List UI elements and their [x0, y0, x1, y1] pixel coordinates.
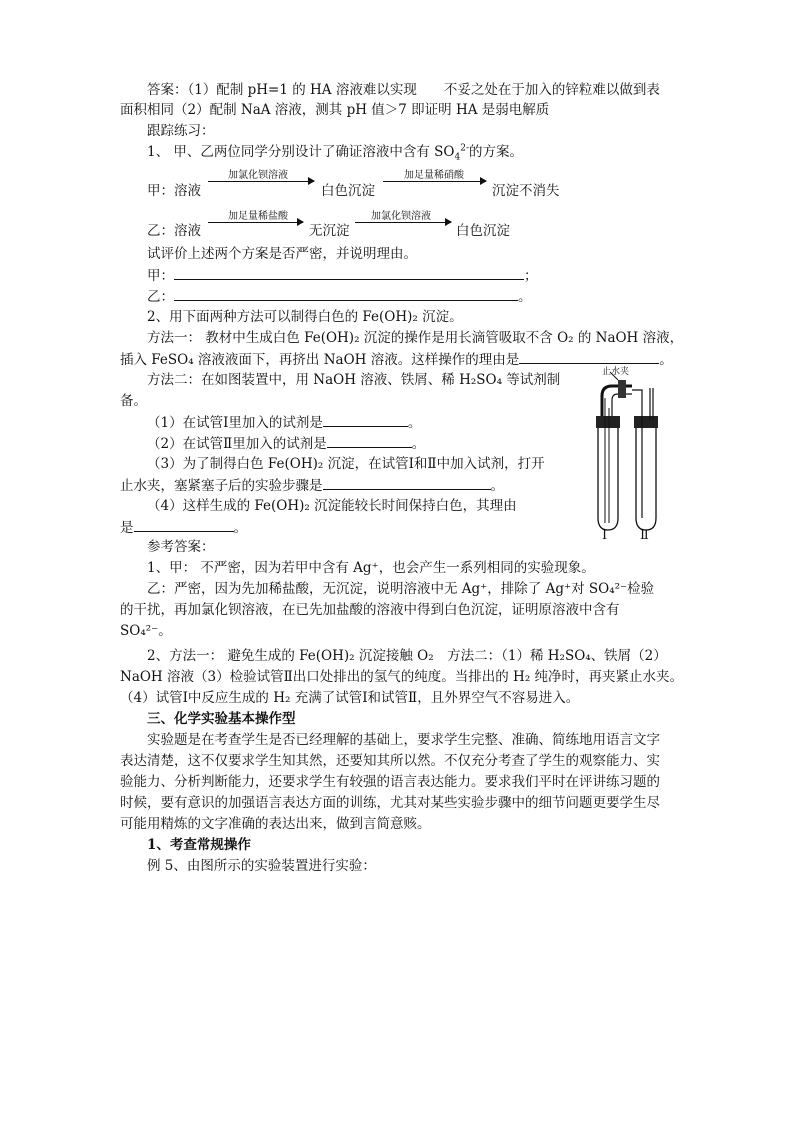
q2-sub1: （1）在试管Ⅰ里加入的试剂是 。 — [147, 412, 421, 433]
ref-answer-3-line3: （4）试管Ⅰ中反应生成的 H₂ 充满了试管Ⅰ和试管Ⅱ，且外界空气不容易进入。 — [120, 690, 580, 706]
jia-answer-blank[interactable] — [174, 265, 524, 280]
yi-reagent-1: 加足量稀盐酸 — [228, 211, 288, 222]
q2-method2-line1: 方法二：在如图装置中，用 NaOH 溶液、铁屑、稀 H₂SO₄ 等试剂制 — [147, 372, 561, 388]
jia-reagent-2: 加足量稀硝酸 — [404, 170, 464, 181]
ref-answer-3-line2: NaOH 溶液（3）检验试管Ⅱ出口处排出的氢气的纯度。当排出的 H₂ 纯净时，再夹紧止水夹。 — [120, 669, 684, 685]
clamp-label: 止水夹 — [602, 367, 630, 377]
ref-answer-1: 1、甲： 不严密，因为若甲中含有 Ag⁺，也会产生一系列相同的实验现象。 — [147, 560, 595, 576]
q2-sub3-line1: （3）为了制得白色 Fe(OH)₂ 沉淀，在试管Ⅰ和Ⅱ中加入试剂，打开 — [147, 456, 545, 472]
q2-sub3-line2: 止水夹，塞紧塞子后的实验步骤是 。 — [120, 475, 504, 496]
section3-subheading: 1、考查常规操作 — [147, 837, 251, 853]
section3-para-5: 可能用精炼的文字准确的表达出来，做到言简意赅。 — [120, 816, 431, 832]
jia-reagent-1: 加氯化钡溶液 — [228, 170, 288, 181]
answer-line-2: 面积相同（2）配制 NaA 溶液，测其 pH 值＞7 即证明 HA 是弱电解质 — [120, 102, 550, 118]
jia-end: 沉淀不消失 — [492, 183, 560, 199]
yi-answer-blank[interactable] — [174, 286, 518, 301]
yi-answer-line: 乙： 。 — [147, 286, 532, 307]
ref-title: 参考答案： — [147, 539, 215, 555]
q1-stem: 1、 甲、乙两位同学分别设计了确证溶液中含有 $SO_4^{2-}$的方案。 — [147, 143, 524, 163]
section3-title: 三、化学实验基本操作型 — [147, 711, 296, 727]
ref-answer-2-line2: 的干扰，再加氯化钡溶液，在已先加盐酸的溶液中得到白色沉淀，证明原溶液中含有 — [120, 602, 620, 618]
section3-para-2: 表达清楚，这不仅要求学生知其然，还要知其所以然。不仅充分考查了学生的观察能力、实 — [120, 753, 660, 769]
evaluate-prompt: 试评价上述两个方案是否严密，并说明理由。 — [147, 246, 417, 262]
method1-reason-blank[interactable] — [519, 349, 659, 364]
q2-stem: 2、用下面两种方法可以制得白色的 Fe(OH)₂ 沉淀。 — [147, 309, 463, 325]
example-5: 例 5、由图所示的实验装置进行实验： — [147, 858, 376, 874]
ref-answer-3-line1: 2、方法一： 避免生成的 Fe(OH)₂ 沉淀接触 O₂ 方法二：（1）稀 H₂SO₄、铁屑（2） — [147, 648, 667, 664]
q2-sub2: （2）在试管Ⅱ里加入的试剂是 。 — [147, 433, 425, 454]
yi-reagent-2: 加氯化钡溶液 — [371, 211, 431, 222]
answer-line-1: 答案：（1）配制 pH=1 的 HA 溶液难以实现 不妥之处在于加入的锌粒难以做到表 — [147, 82, 660, 98]
q2-method1-line2: 插入 FeSO₄ 溶液液面下，再挤出 NaOH 溶液。这样操作的理由是 。 — [120, 349, 673, 370]
jia-arrow-2 — [383, 181, 486, 182]
apparatus-drawing — [588, 368, 698, 543]
section3-para-1: 实验题是在考查学生是否已经理解的基础上，要求学生完整、准确、简练地用语言文字 — [147, 732, 660, 748]
tracking-heading: 跟踪练习： — [147, 123, 215, 139]
yi-end: 白色沉淀 — [456, 223, 510, 239]
yi-middle: 无沉淀 — [309, 223, 350, 239]
jia-answer-line: 甲： ； — [147, 265, 538, 286]
q2-sub4-line1: （4）这样生成的 Fe(OH)₂ 沉淀能较长时间保持白色，其理由 — [147, 498, 517, 514]
yi-start: 乙：溶液 — [147, 223, 201, 239]
tube1-reagent-blank[interactable] — [323, 412, 408, 427]
reason-blank[interactable] — [134, 517, 234, 532]
jia-arrow-1 — [208, 181, 314, 182]
ref-answer-2-line3: SO₄²⁻。 — [120, 623, 172, 639]
jia-start: 甲：溶液 — [147, 183, 201, 199]
yi-arrow-1 — [208, 222, 303, 223]
q2-sub4-line2: 是 。 — [120, 517, 247, 538]
steps-blank[interactable] — [323, 475, 491, 490]
jia-middle: 白色沉淀 — [321, 183, 375, 199]
section3-para-3: 验能力、分析判断能力，还要求学生有较强的语言表达能力。要求我们平时在评讲练习题的 — [120, 774, 660, 790]
q2-method1-line1: 方法一： 教材中生成白色 Fe(OH)₂ 沉淀的操作是用长滴管吸取不含 O₂ 的 NaOH 溶液， — [147, 330, 684, 346]
tube2-label: Ⅱ — [640, 528, 649, 543]
apparatus-figure — [588, 368, 698, 543]
q2-method2-line2: 备。 — [120, 393, 147, 409]
section3-para-4: 时候，要有意识的加强语言表达方面的训练，尤其对某些实验步骤中的细节问题更要学生尽 — [120, 795, 660, 811]
yi-arrow-2 — [355, 222, 451, 223]
tube1-label: Ⅰ — [602, 528, 608, 543]
tube2-reagent-blank[interactable] — [327, 433, 412, 448]
ref-answer-2-line1: 乙：严密，因为先加稀盐酸，无沉淀，说明溶液中无 Ag⁺，排除了 Ag⁺对 SO₄²⁻检验 — [147, 581, 655, 597]
